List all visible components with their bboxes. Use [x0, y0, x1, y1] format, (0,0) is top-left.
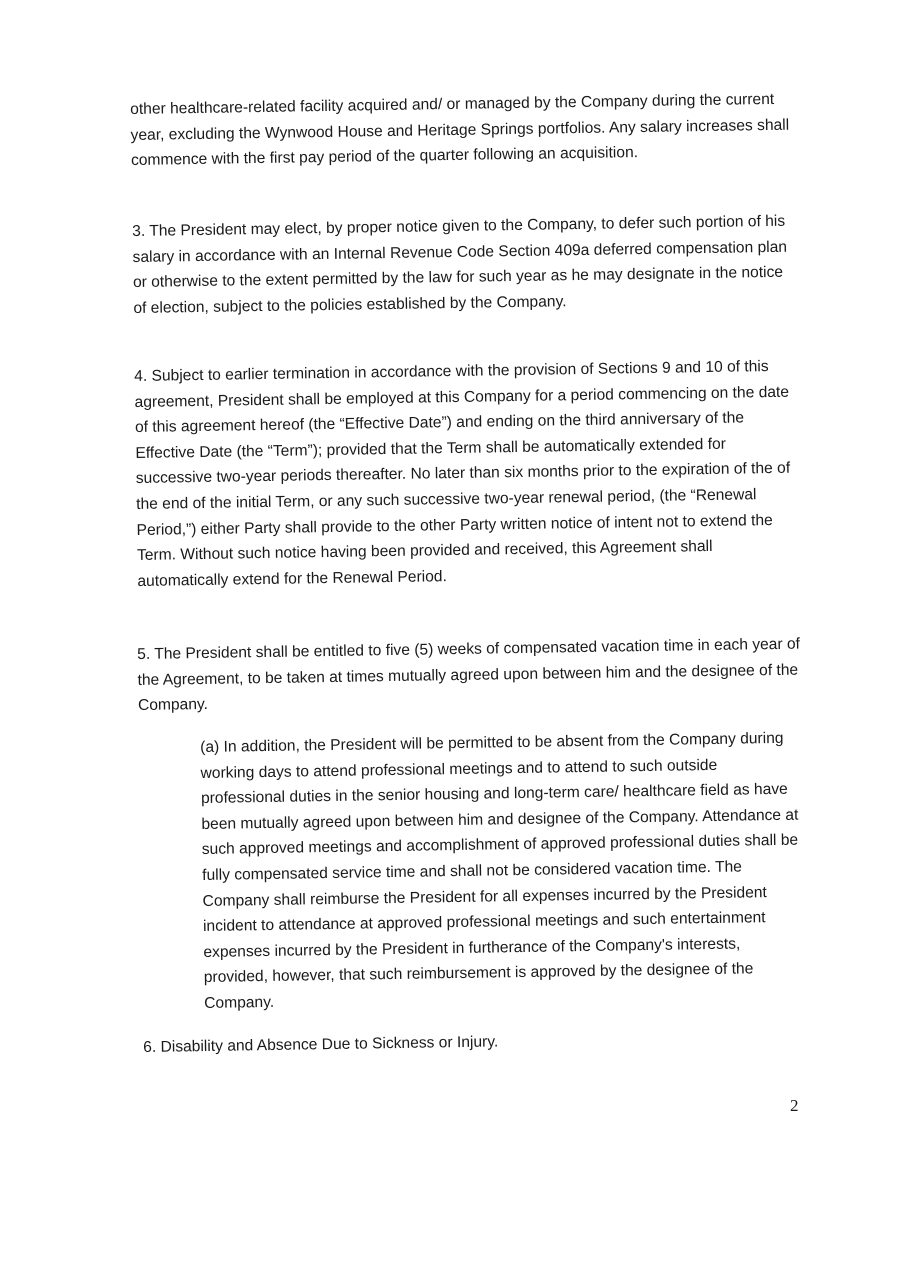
paragraph-section-3: 3. The President may elect, by proper notice given to the Company, to defer such portion of his salary in accordance with an Internal Revenue Code Section 409a deferred compensation plan or otherwise to the extent permitted by the law for such year as he may designate in the notice of election, subject to the policies established by the Company.	[132, 212, 788, 317]
paragraph-section-4: 4. Subject to earlier termination in accordance with the provision of Sections 9 and 10 of this agreement, President shall be employed at this Company for a period commencing on the date of this agreement hereof (the “Effective Date”) and ending on the third anniversary of the Effective Date (the “Term”); provided that the Term shall be automatically extended for successive two-year periods thereafter. No later than six months prior to the expiration of the of the end of the initial Term, or any such successive two-year renewal period, (the “Renewal Period,”) either Party shall provide to the other Party written notice of intent not to extend the Term. Without such notice having been provided and received, this Agreement shall automatically extend for the Renewal Period.	[134, 358, 791, 590]
paragraph-continuation: other healthcare-related facility acquired and/ or managed by the Company during the current year, excluding the Wynwood House and Heritage Springs portfolios. Any salary increases shall commence with the first pay period of the quarter following an acquisition.	[130, 90, 790, 170]
paragraph-section-5: 5. The President shall be entitled to five (5) weeks of compensated vacation time in each year of the Agreement, to be taken at times mutually agreed upon between him and the designee of the Company.	[137, 635, 801, 715]
paragraph-section-6: 6. Disability and Absence Due to Sickness or Injury.	[143, 1033, 499, 1056]
paragraph-section-5a: (a) In addition, the President will be permitted to be absent from the Company during working days to attend professional meetings and to attend to such outside professional duties in the senior housing and long-term care/ healthcare field as have been mutually agreed upon between him and designee of the Company. Attendance at such approved meetings and accomplishment of approved professional duties shall be fully compensated service time and shall not be considered vacation time. The Company shall reimburse the President for all expenses incurred by the President incident to attendance at approved professional meetings and such entertainment expenses incurred by the President in furtherance of the Company's interests, provided, however, that such reimbursement is approved by the designee of the Company.	[200, 729, 799, 1012]
page-number: 2	[790, 1096, 799, 1115]
